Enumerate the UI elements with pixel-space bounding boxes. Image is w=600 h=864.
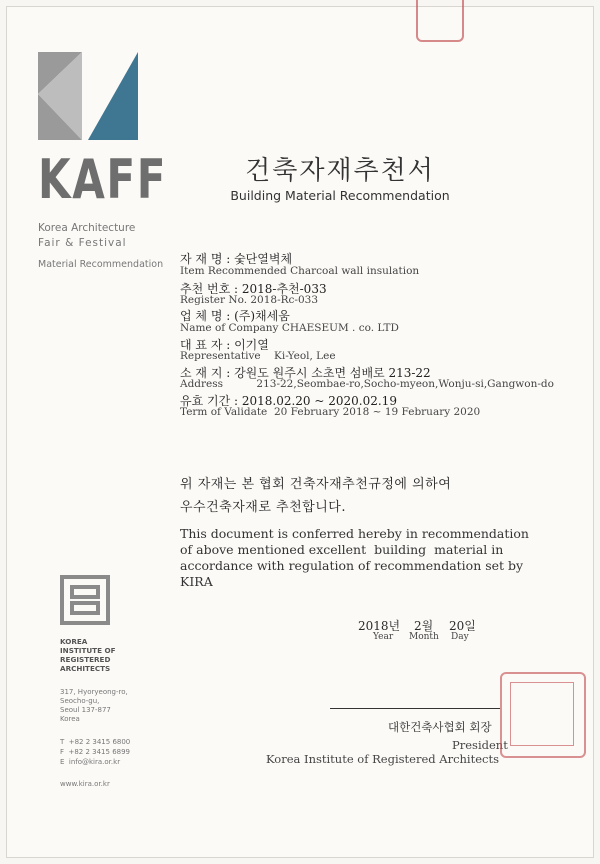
date-month: 2월 (414, 619, 434, 633)
official-seal-stamp (500, 672, 586, 758)
page-subtitle: Building Material Recommendation (230, 188, 450, 203)
signer-title-en: President (452, 738, 508, 752)
top-seal-stamp (416, 0, 464, 42)
kira-logo-icon (60, 575, 110, 625)
date-month-label: Month (409, 632, 439, 642)
kira-email[interactable]: E info@kira.or.kr (60, 758, 121, 766)
field-representative-ko: 대 표 자 : 이기열 (180, 338, 269, 352)
kira-name-4: ARCHITECTS (60, 664, 111, 673)
statement-en-line-3: accordance with regulation of recommendation set by (180, 558, 524, 573)
logo-line-1: Korea Architecture (38, 222, 136, 234)
kira-name-2: INSTITUTE OF (60, 646, 116, 655)
date-day: 20일 (449, 619, 476, 633)
signer-title-ko: 대한건축사협회 회장 (388, 720, 492, 734)
statement-en-line-2: of above mentioned excellent building material in (180, 542, 504, 557)
date-year-label: Year (373, 632, 394, 642)
kira-fax: F +82 2 3415 6899 (60, 748, 131, 756)
kira-address-1: 317, Hyoryeong-ro, (60, 688, 128, 696)
date-day-label: Day (451, 632, 469, 642)
field-address-en: Address 213-22,Seombae-ro,Socho-myeon,Wonju-si,Gangwon-do (180, 378, 554, 390)
statement-ko-line-2: 우수건축자재로 추천합니다. (180, 500, 346, 515)
page-title: 건축자재추천서 (245, 156, 435, 186)
statement-en-line-4: KIRA (180, 574, 213, 589)
kira-name-3: REGISTERED (60, 655, 111, 664)
kira-address-3: Seoul 137-877 (60, 706, 111, 714)
signature-line (330, 708, 500, 709)
kira-address-4: Korea (60, 715, 80, 723)
field-register-en: Register No. 2018-Rc-033 (180, 294, 319, 306)
field-representative-en: Representative Ki-Yeol, Lee (180, 350, 336, 362)
field-item-ko: 자 재 명 : 숯단열벽체 (180, 252, 293, 266)
field-company-ko: 업 체 명 : (주)채세움 (180, 309, 290, 323)
kaff-wordmark: KAFF (38, 148, 168, 211)
kaff-logo-icon (38, 52, 138, 140)
statement-en-line-1: This document is conferred hereby in recommendation (180, 526, 529, 541)
kira-address-2: Seocho-gu, (60, 697, 100, 705)
statement-ko-line-1: 위 자재는 본 협회 건축자재추천규정에 의하여 (180, 477, 452, 492)
field-register-ko: 추천 번호 : 2018-추천-033 (180, 282, 327, 296)
field-address-ko: 소 재 지 : 강원도 원주시 소초면 섬배로 213-22 (180, 366, 431, 380)
signer-org-en: Korea Institute of Registered Architects (266, 752, 499, 766)
kira-phone: T +82 2 3415 6800 (60, 738, 131, 746)
logo-line-2: Fair & Festival (38, 237, 127, 249)
logo-line-3: Material Recommendation (38, 259, 164, 270)
date-year: 2018년 (358, 619, 401, 633)
field-validity-en: Term of Validate 20 February 2018 ~ 19 February 2020 (180, 406, 481, 418)
kira-name-1: KOREA (60, 637, 88, 646)
field-item-en: Item Recommended Charcoal wall insulation (180, 265, 420, 277)
kira-website-link[interactable]: www.kira.or.kr (60, 780, 110, 788)
field-company-en: Name of Company CHAESEUM . co. LTD (180, 322, 399, 334)
field-validity-ko: 유효 기간 : 2018.02.20 ~ 2020.02.19 (180, 394, 397, 408)
